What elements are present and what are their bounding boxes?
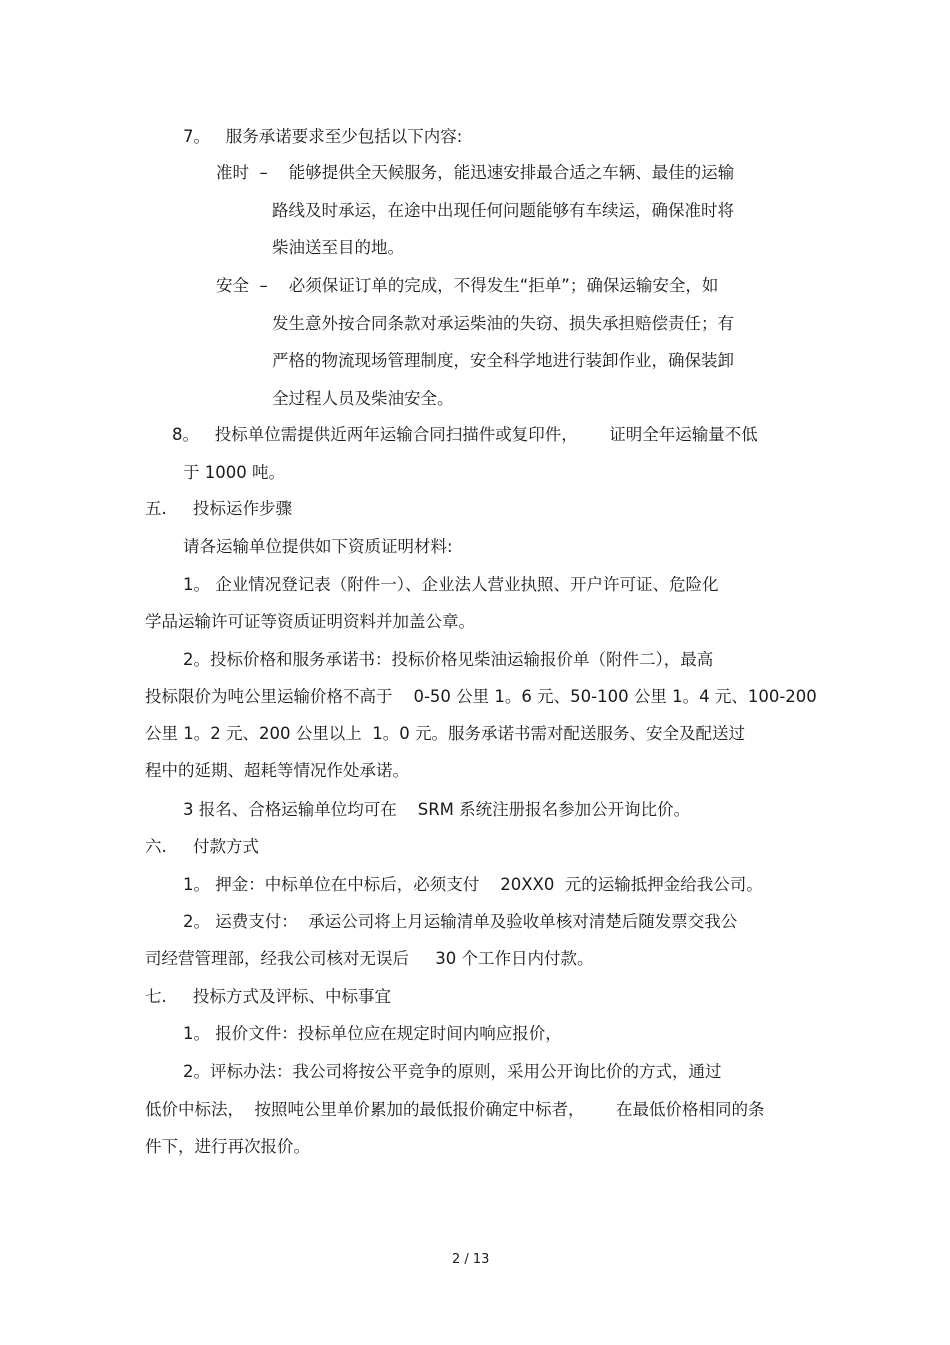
item-8-line-2: 于 1000 吨。 <box>183 463 285 482</box>
item-7-safety-line-3: 严格的物流现场管理制度，安全科学地进行装卸作业，确保装卸 <box>272 351 734 370</box>
section-5-item-2-line-1: 2。投标价格和服务承诺书：投标价格见柴油运输报价单（附件二），最高 <box>183 650 714 669</box>
section-7-item-2-line-2: 低价中标法， 按照吨公里单价累加的最低报价确定中标者， 在最低价格相同的条 <box>145 1100 765 1119</box>
section-5-heading: 五. 投标运作步骤 <box>145 499 292 518</box>
section-5-item-2-line-2: 投标限价为吨公里运输价格不高于 0-50 公里 1。6 元、50-100 公里 1。4 元、100-200 <box>145 687 817 706</box>
section-7-heading: 七. 投标方式及评标、中标事宜 <box>145 987 391 1006</box>
item-8-line-1: 8。 投标单位需提供近两年运输合同扫描件或复印件， 证明全年运输量不低 <box>172 425 758 444</box>
section-5-item-1-line-1: 1。 企业情况登记表（附件一）、企业法人营业执照、开户许可证、危险化 <box>183 575 719 594</box>
item-7-ontime-line-3: 柴油送至目的地。 <box>272 238 404 257</box>
section-5-item-3: 3 报名、合格运输单位均可在 SRM 系统注册报名参加公开询比价。 <box>183 800 691 819</box>
item-7-heading: 7。 服务承诺要求至少包括以下内容: <box>183 127 463 146</box>
page-number: 2 / 13 <box>452 1252 490 1267</box>
item-7-ontime-line-2: 路线及时承运，在途中出现任何问题能够有车续运，确保准时将 <box>272 201 734 220</box>
section-5-intro: 请各运输单位提供如下资质证明材料: <box>183 537 453 556</box>
item-7-ontime-line-1: 准时 – 能够提供全天候服务，能迅速安排最合适之车辆、最佳的运输 <box>216 163 735 182</box>
section-7-item-2-line-1: 2。评标办法：我公司将按公平竞争的原则，采用公开询比价的方式，通过 <box>183 1062 722 1081</box>
section-7-item-1: 1。 报价文件：投标单位应在规定时间内响应报价， <box>183 1024 562 1043</box>
item-7-safety-line-1: 安全 – 必须保证订单的完成，不得发生“拒单”；确保运输安全，如 <box>216 276 719 295</box>
section-6-item-1: 1。 押金：中标单位在中标后，必须支付 20XX0 元的运输抵押金给我公司。 <box>183 875 763 894</box>
item-7-safety-line-2: 发生意外按合同条款对承运柴油的失窃、损失承担赔偿责任；有 <box>272 314 734 333</box>
section-5-item-2-line-4: 程中的延期、超耗等情况作处承诺。 <box>145 761 409 780</box>
section-6-item-2-line-2: 司经营管理部，经我公司核对无误后 30 个工作日内付款。 <box>145 949 594 968</box>
section-5-item-2-line-3: 公里 1。2 元、200 公里以上 1。0 元。服务承诺书需对配送服务、安全及配送过 <box>145 724 745 743</box>
section-5-item-1-line-2: 学品运输许可证等资质证明资料并加盖公章。 <box>145 612 475 631</box>
section-7-item-2-line-3: 件下，进行再次报价。 <box>145 1137 310 1156</box>
section-6-item-2-line-1: 2。 运费支付： 承运公司将上月运输清单及验收单核对清楚后随发票交我公 <box>183 912 738 931</box>
item-7-safety-line-4: 全过程人员及柴油安全。 <box>272 389 454 408</box>
section-6-heading: 六. 付款方式 <box>145 837 259 856</box>
